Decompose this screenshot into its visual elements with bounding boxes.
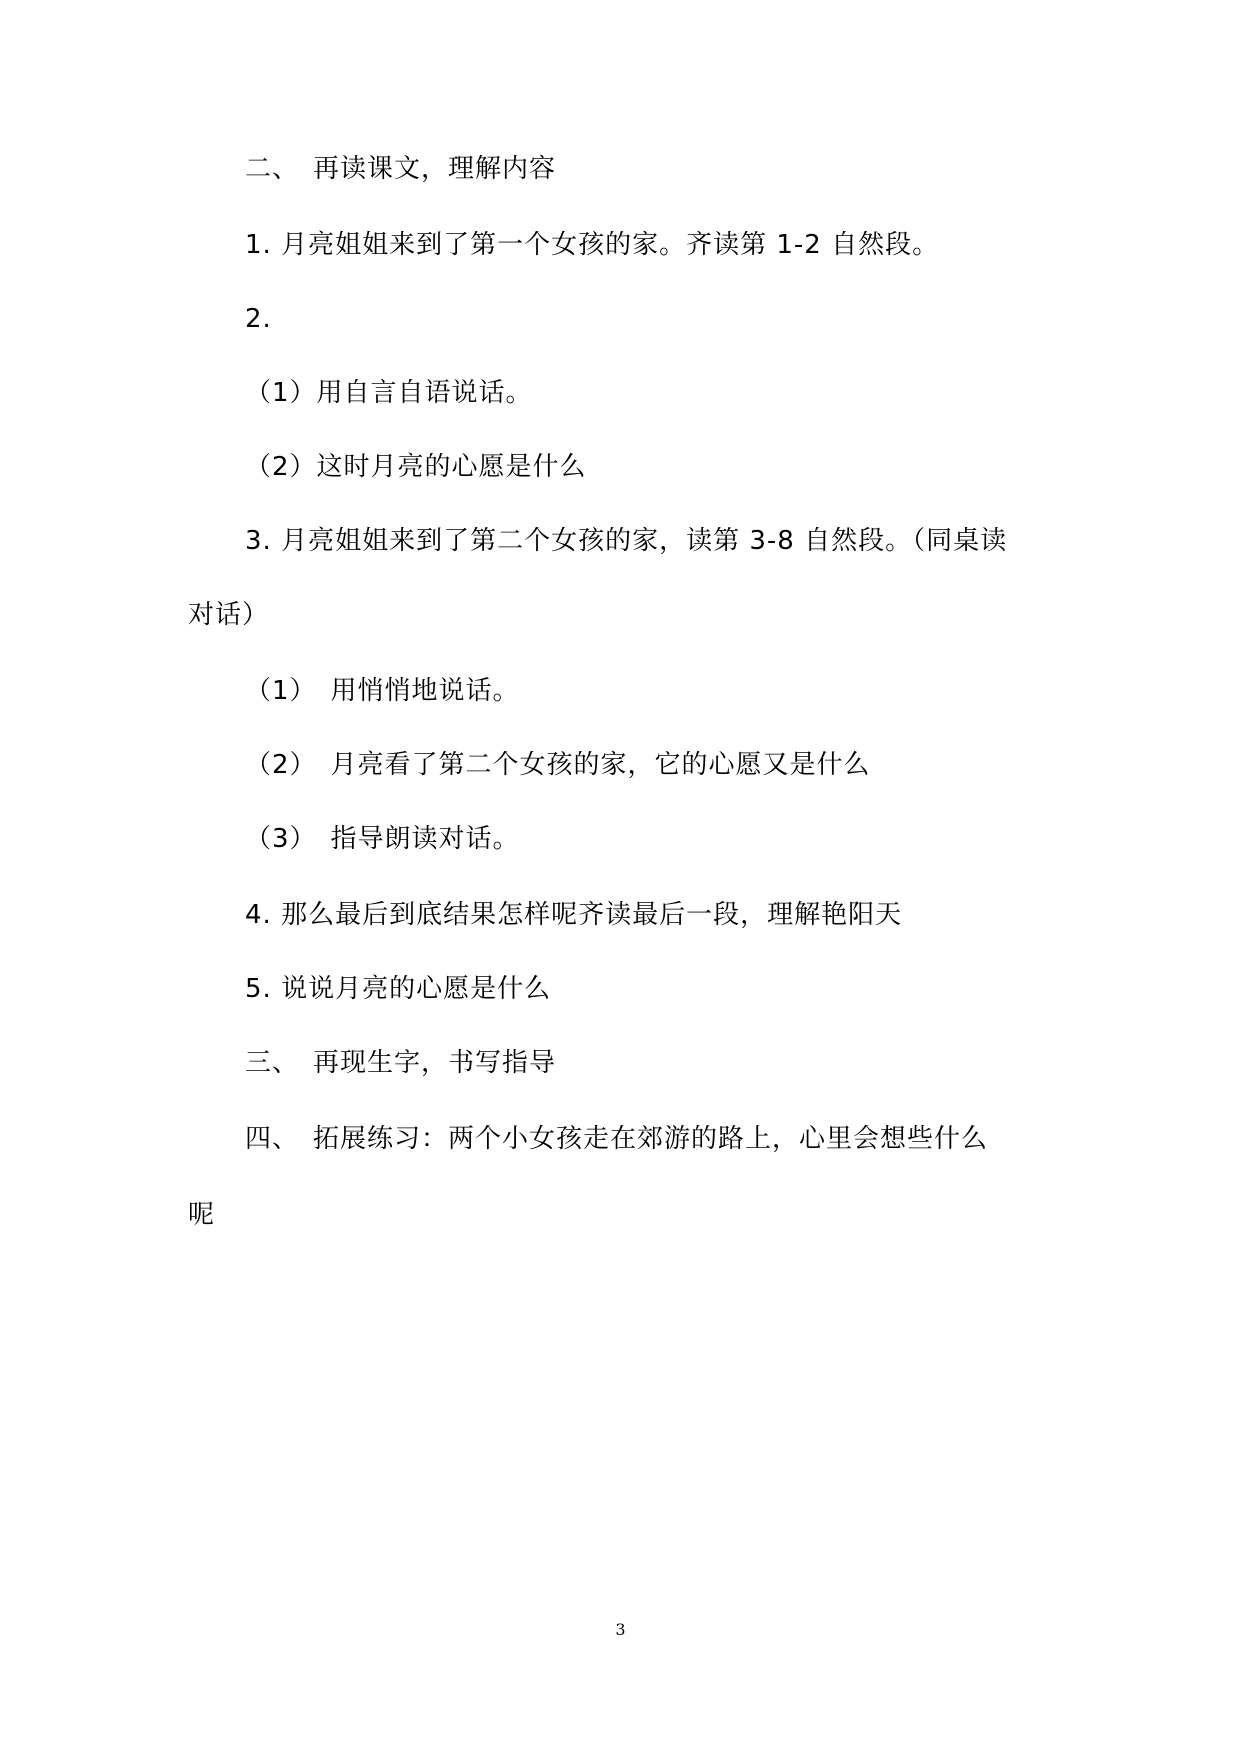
page-number: 3 xyxy=(615,1620,626,1639)
list-item-5: 5. 说说月亮的心愿是什么 xyxy=(245,974,552,1004)
section-heading-4: 四、 拓展练习：两个小女孩走在郊游的路上，心里会想些什么 xyxy=(245,1124,989,1154)
section-heading-2: 二、 再读课文，理解内容 xyxy=(245,154,557,184)
sub-item-3-2: （2） 月亮看了第二个女孩的家，它的心愿又是什么 xyxy=(245,750,871,780)
list-item-4: 4. 那么最后到底结果怎样呢齐读最后一段，理解艳阳天 xyxy=(245,900,903,930)
list-item-3-continuation: 对话） xyxy=(188,600,270,630)
list-item-1: 1. 月亮姐姐来到了第一个女孩的家。齐读第 1-2 自然段。 xyxy=(245,230,940,260)
list-item-2: 2. xyxy=(245,304,272,334)
sub-item-3-3: （3） 指导朗读对话。 xyxy=(245,824,520,854)
sub-item-2-1: （1）用自言自语说话。 xyxy=(245,378,533,408)
section-heading-3: 三、 再现生字，书写指导 xyxy=(245,1048,557,1078)
list-item-3: 3. 月亮姐姐来到了第二个女孩的家，读第 3-8 自然段。（同桌读 xyxy=(245,526,1008,556)
sub-item-3-1: （1） 用悄悄地说话。 xyxy=(245,676,520,706)
sub-item-2-2: （2）这时月亮的心愿是什么 xyxy=(245,452,587,482)
section-heading-4-continuation: 呢 xyxy=(188,1200,216,1230)
